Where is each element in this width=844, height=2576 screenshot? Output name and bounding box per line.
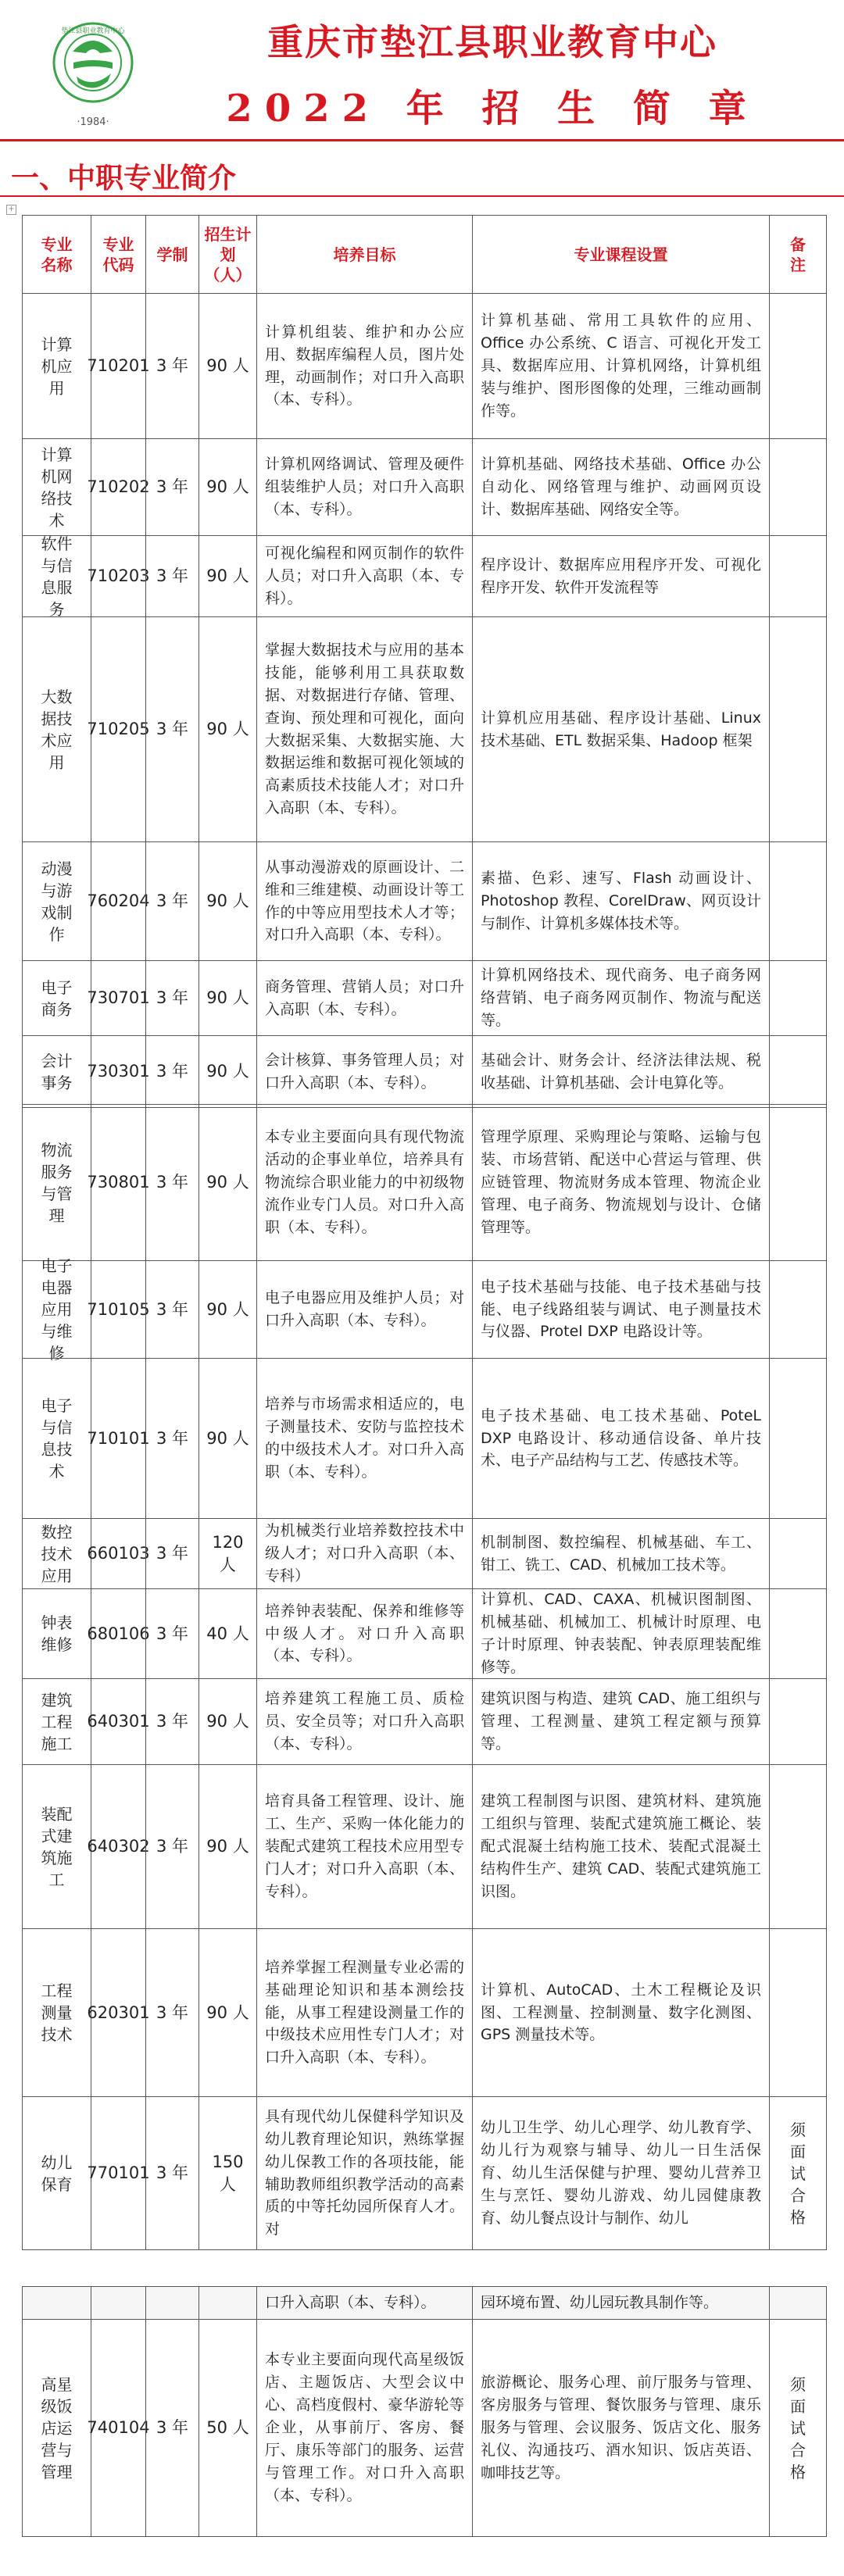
table-cell-major-name: 数控技术应用 xyxy=(22,1518,91,1588)
table-cell-enrollment-plan: 90 人 xyxy=(198,1764,256,1928)
table-cell-remark xyxy=(769,535,827,616)
table-cell-courses: 建筑工程制图与识图、建筑材料、建筑施工组织与管理、装配式建筑施工概论、装配式混凝土结构施工技术、装配式混凝土结构件生产、建筑 CAD、装配式建筑施工识图。 xyxy=(472,1764,769,1928)
table-cell-major-name: 大数据技术应用 xyxy=(22,616,91,841)
table-cell-duration: 3 年 xyxy=(145,1358,198,1518)
table-cell-duration: 3 年 xyxy=(145,1764,198,1928)
table-cell-major-name: 装配式建筑施工 xyxy=(22,1764,91,1928)
table-cell-duration: 3 年 xyxy=(145,535,198,616)
table-cell-major-name: 计算机网络技术 xyxy=(22,438,91,535)
table-cell-enrollment-plan: 50 人 xyxy=(198,2319,256,2536)
table-cell-duration: 3 年 xyxy=(145,841,198,960)
table-cell-duration: 3 年 xyxy=(145,2096,198,2249)
table-cell-duration: 3 年 xyxy=(145,1518,198,1588)
table-cell-enrollment-plan: 90 人 xyxy=(198,1035,256,1107)
table-cell-duration: 3 年 xyxy=(145,1104,198,1260)
table-cell-major-code: 710205 xyxy=(91,616,145,841)
table-cell-major-name: 电子与信息技术 xyxy=(22,1358,91,1518)
table-cell-major-code: 710101 xyxy=(91,1358,145,1518)
table-cell-major-code: 710202 xyxy=(91,438,145,535)
table-cell-remark xyxy=(769,1035,827,1107)
table-cell-remark xyxy=(769,616,827,841)
logo-year: ·1984· xyxy=(77,116,109,128)
table-cell-enrollment-plan xyxy=(198,2286,256,2319)
table-cell-remark: 须面试合格 xyxy=(769,2096,827,2249)
section-divider xyxy=(0,195,844,197)
table-cell-major-code xyxy=(91,2286,145,2319)
table-cell-courses: 幼儿卫生学、幼儿心理学、幼儿教育学、幼儿行为观察与辅导、幼儿一日生活保育、幼儿生活保健与护理、婴幼儿营养卫生与烹饪、婴幼儿游戏、幼儿园健康教育、幼儿餐点设计与制作、幼儿 xyxy=(472,2096,769,2249)
table-cell-courses: 机制制图、数控编程、机械基础、车工、钳工、铣工、CAD、机械加工技术等。 xyxy=(472,1518,769,1588)
table-cell-courses: 电子技术基础、电工技术基础、PoteL DXP 电路设计、移动通信设备、单片技术、电子产品结构与工艺、传感技术等。 xyxy=(472,1358,769,1518)
table-cell-remark xyxy=(769,1518,827,1588)
table-cell-remark: 须面试合格 xyxy=(769,2319,827,2536)
table-cell-remark xyxy=(769,960,827,1035)
table-cell-courses: 计算机、AutoCAD、土木工程概论及识图、工程测量、控制测量、数字化测图、GPS 测量技术等。 xyxy=(472,1928,769,2096)
table-cell-duration: 3 年 xyxy=(145,293,198,438)
table-cell-major-name: 物流服务与管理 xyxy=(22,1104,91,1260)
table-cell-major-name: 动漫与游戏制作 xyxy=(22,841,91,960)
table-cell-training-goal: 从事动漫游戏的原画设计、二维和三维建模、动画设计等工作的中等应用型技术人才等；对口升入高职（本、专科）。 xyxy=(256,841,472,960)
table-cell-major-name: 高星级饭店运营与管理 xyxy=(22,2319,91,2536)
table-cell-training-goal: 具有现代幼儿保健科学知识及幼儿教育理论知识，熟练掌握幼儿保教工作的各项技能，能辅助教师组织教学活动的高素质的中等托幼园所保育人才。对 xyxy=(256,2096,472,2249)
header-courses: 专业课程设置 xyxy=(472,215,769,293)
header-divider xyxy=(0,139,844,141)
table-cell-duration: 3 年 xyxy=(145,1260,198,1358)
table-cell-enrollment-plan: 120 人 xyxy=(198,1518,256,1588)
table-cell-training-goal: 为机械类行业培养数控技术中级人才；对口升入高职（本、专科） xyxy=(256,1518,472,1588)
table-cell-enrollment-plan: 90 人 xyxy=(198,1104,256,1260)
table-cell-remark xyxy=(769,841,827,960)
table-cell-major-name xyxy=(22,2286,91,2319)
table-cell-training-goal: 掌握大数据技术与应用的基本技能，能够利用工具获取数据、对数据进行存储、管理、查询、预处理和可视化，面向大数据采集、大数据实施、大数据运维和数据可视化领域的高素质技术技能人才；对口升入高职（本、专科）。 xyxy=(256,616,472,841)
table-cell-major-code: 730701 xyxy=(91,960,145,1035)
table-cell-training-goal: 本专业主要面向具有现代物流活动的企事业单位，培养具有物流综合职业能力的中初级物流作业专门人员。对口升入高职（本、专科）。 xyxy=(256,1104,472,1260)
table-cell-major-code: 710201 xyxy=(91,293,145,438)
table-cell-courses: 管理学原理、采购理论与策略、运输与包装、市场营销、配送中心营运与管理、供应链管理、物流财务成本管理、物流企业管理、电子商务、物流规划与设计、仓储管理等。 xyxy=(472,1104,769,1260)
table-cell-major-code: 760204 xyxy=(91,841,145,960)
table-cell-courses: 基础会计、财务会计、经济法律法规、税收基础、计算机基础、会计电算化等。 xyxy=(472,1035,769,1107)
header-remark: 备注 xyxy=(769,215,827,293)
table-cell-enrollment-plan: 90 人 xyxy=(198,293,256,438)
majors-table-part2 xyxy=(22,1104,827,2250)
header-enrollment-plan: 招生计划（人） xyxy=(198,215,256,293)
table-cell-training-goal: 计算机网络调试、管理及硬件组装维护人员；对口升入高职（本、专科）。 xyxy=(256,438,472,535)
table-cell-training-goal: 商务管理、营销人员；对口升入高职（本、专科）。 xyxy=(256,960,472,1035)
table-cell-remark xyxy=(769,1260,827,1358)
table-cell-major-name: 电子商务 xyxy=(22,960,91,1035)
table-cell-courses: 计算机基础、网络技术基础、Office 办公自动化、网络管理与维护、动画网页设计、数据库基础、网络安全等。 xyxy=(472,438,769,535)
table-cell-enrollment-plan: 150 人 xyxy=(198,2096,256,2249)
table-move-handle-icon: + xyxy=(6,205,16,215)
table-cell-duration xyxy=(145,2286,198,2319)
table-cell-major-code: 640301 xyxy=(91,1678,145,1764)
table-cell-major-code: 730801 xyxy=(91,1104,145,1260)
table-cell-duration: 3 年 xyxy=(145,960,198,1035)
table-cell-training-goal: 可视化编程和网页制作的软件人员；对口升入高职（本、专科）。 xyxy=(256,535,472,616)
table-cell-major-code: 770101 xyxy=(91,2096,145,2249)
table-cell-training-goal: 本专业主要面向现代高星级饭店、主题饭店、大型会议中心、高档度假村、豪华游轮等企业，从事前厅、客房、餐厅、康乐等部门的服务、运营与管理工作。对口升入高职（本、专科）。 xyxy=(256,2319,472,2536)
table-cell-courses: 计算机应用基础、程序设计基础、Linux 技术基础、ETL 数据采集、Hadoop 框架 xyxy=(472,616,769,841)
table-cell-remark xyxy=(769,1928,827,2096)
table-cell-duration: 3 年 xyxy=(145,1928,198,2096)
table-cell-training-goal: 培育具备工程管理、设计、施工、生产、采购一体化能力的装配式建筑工程技术应用型专门人才；对口升入高职（本、专科）。 xyxy=(256,1764,472,1928)
table-cell-duration: 3 年 xyxy=(145,1035,198,1107)
table-cell-duration: 3 年 xyxy=(145,2319,198,2536)
majors-table-part1 xyxy=(22,215,827,1108)
table-cell-duration: 3 年 xyxy=(145,438,198,535)
school-title: 重庆市垫江县职业教育中心 xyxy=(267,21,717,63)
table-cell-remark xyxy=(769,1678,827,1764)
section-title: 一、中职专业简介 xyxy=(11,162,237,195)
table-cell-training-goal: 培养掌握工程测量专业必需的基础理论知识和基本测绘技能，从事工程建设测量工作的中级技术应用性专门人才；对口升入高职（本、专科）。 xyxy=(256,1928,472,2096)
table-cell-enrollment-plan: 90 人 xyxy=(198,1358,256,1518)
table-cell-enrollment-plan: 90 人 xyxy=(198,535,256,616)
table-cell-duration: 3 年 xyxy=(145,616,198,841)
table-cell-remark xyxy=(769,1104,827,1260)
table-cell-major-name: 工程测量技术 xyxy=(22,1928,91,2096)
table-cell-major-name: 电子电器应用与维修 xyxy=(22,1260,91,1358)
header-major-code: 专业代码 xyxy=(91,215,145,293)
table-cell-major-name: 建筑工程施工 xyxy=(22,1678,91,1764)
brochure-title: 2022 年 招 生 简 章 xyxy=(226,87,759,130)
table-cell-training-goal: 培养与市场需求相适应的，电子测量技术、安防与监控技术的中级技术人才。对口升入高职（本、专科）。 xyxy=(256,1358,472,1518)
majors-table-part3 xyxy=(22,2286,827,2537)
table-cell-enrollment-plan: 40 人 xyxy=(198,1588,256,1678)
table-cell-training-goal: 培养钟表装配、保养和维修等中级人才。对口升入高职（本、专科）。 xyxy=(256,1588,472,1678)
table-cell-enrollment-plan: 90 人 xyxy=(198,1678,256,1764)
table-cell-major-code: 660103 xyxy=(91,1518,145,1588)
table-cell-training-goal: 口升入高职（本、专科）。 xyxy=(256,2286,472,2319)
table-cell-courses: 计算机网络技术、现代商务、电子商务网络营销、电子商务网页制作、物流与配送等。 xyxy=(472,960,769,1035)
table-cell-major-code: 740104 xyxy=(91,2319,145,2536)
header-major-name: 专业名称 xyxy=(22,215,91,293)
table-cell-courses: 程序设计、数据库应用程序开发、可视化程序开发、软件开发流程等 xyxy=(472,535,769,616)
table-cell-courses: 旅游概论、服务心理、前厅服务与管理、客房服务与管理、餐饮服务与管理、康乐服务与管理、会议服务、饭店文化、服务礼仪、沟通技巧、酒水知识、饭店英语、咖啡技艺等。 xyxy=(472,2319,769,2536)
table-cell-remark xyxy=(769,293,827,438)
table-cell-courses: 计算机、CAD、CAXA、机械识图制图、机械基础、机械加工、机械计时原理、电子计时原理、钟表装配、钟表原理装配维修等。 xyxy=(472,1588,769,1678)
table-cell-major-code: 710203 xyxy=(91,535,145,616)
table-cell-training-goal: 会计核算、事务管理人员；对口升入高职（本、专科）。 xyxy=(256,1035,472,1107)
table-cell-major-name: 幼儿保育 xyxy=(22,2096,91,2249)
table-cell-major-name: 会计事务 xyxy=(22,1035,91,1107)
table-cell-enrollment-plan: 90 人 xyxy=(198,616,256,841)
page-header xyxy=(0,0,844,137)
table-cell-remark xyxy=(769,2286,827,2319)
table-cell-training-goal: 计算机组装、维护和办公应用、数据库编程人员，图片处理，动画制作；对口升入高职（本、专科）。 xyxy=(256,293,472,438)
table-cell-remark xyxy=(769,1764,827,1928)
table-cell-training-goal: 培养建筑工程施工员、质检员、安全员等；对口升入高职（本、专科）。 xyxy=(256,1678,472,1764)
table-cell-major-code: 710105 xyxy=(91,1260,145,1358)
table-cell-enrollment-plan: 90 人 xyxy=(198,438,256,535)
school-logo xyxy=(45,14,141,131)
table-cell-major-name: 软件与信息服务 xyxy=(22,535,91,616)
table-cell-enrollment-plan: 90 人 xyxy=(198,841,256,960)
table-cell-major-code: 730301 xyxy=(91,1035,145,1107)
table-cell-major-code: 640302 xyxy=(91,1764,145,1928)
table-cell-courses: 电子技术基础与技能、电子技术基础与技能、电子线路组装与调试、电子测量技术与仪器、Protel DXP 电路设计等。 xyxy=(472,1260,769,1358)
table-cell-major-code: 680106 xyxy=(91,1588,145,1678)
table-cell-duration: 3 年 xyxy=(145,1588,198,1678)
table-cell-courses: 素描、色彩、速写、Flash 动画设计、Photoshop 教程、CorelDraw、网页设计与制作、计算机多媒体技术等。 xyxy=(472,841,769,960)
table-cell-enrollment-plan: 90 人 xyxy=(198,1260,256,1358)
table-cell-enrollment-plan: 90 人 xyxy=(198,960,256,1035)
table-cell-enrollment-plan: 90 人 xyxy=(198,1928,256,2096)
table-cell-courses: 计算机基础、常用工具软件的应用、Office 办公系统、C 语言、可视化开发工具、数据库应用、计算机网络，计算机组装与维护、图形图像的处理，三维动画制作等。 xyxy=(472,293,769,438)
header-duration: 学制 xyxy=(145,215,198,293)
header-training-goal: 培养目标 xyxy=(256,215,472,293)
table-cell-courses: 园环境布置、幼儿园玩教具制作等。 xyxy=(472,2286,769,2319)
table-cell-remark xyxy=(769,1358,827,1518)
logo-arc-text: 垫江县职业教育中心 xyxy=(61,27,125,35)
table-cell-training-goal: 电子电器应用及维护人员；对口升入高职（本、专科）。 xyxy=(256,1260,472,1358)
table-cell-major-name: 钟表维修 xyxy=(22,1588,91,1678)
table-cell-duration: 3 年 xyxy=(145,1678,198,1764)
table-cell-major-code: 620301 xyxy=(91,1928,145,2096)
table-cell-courses: 建筑识图与构造、建筑 CAD、施工组织与管理、工程测量、建筑工程定额与预算等。 xyxy=(472,1678,769,1764)
table-cell-remark xyxy=(769,1588,827,1678)
table-cell-remark xyxy=(769,438,827,535)
table-cell-major-name: 计算机应用 xyxy=(22,293,91,438)
